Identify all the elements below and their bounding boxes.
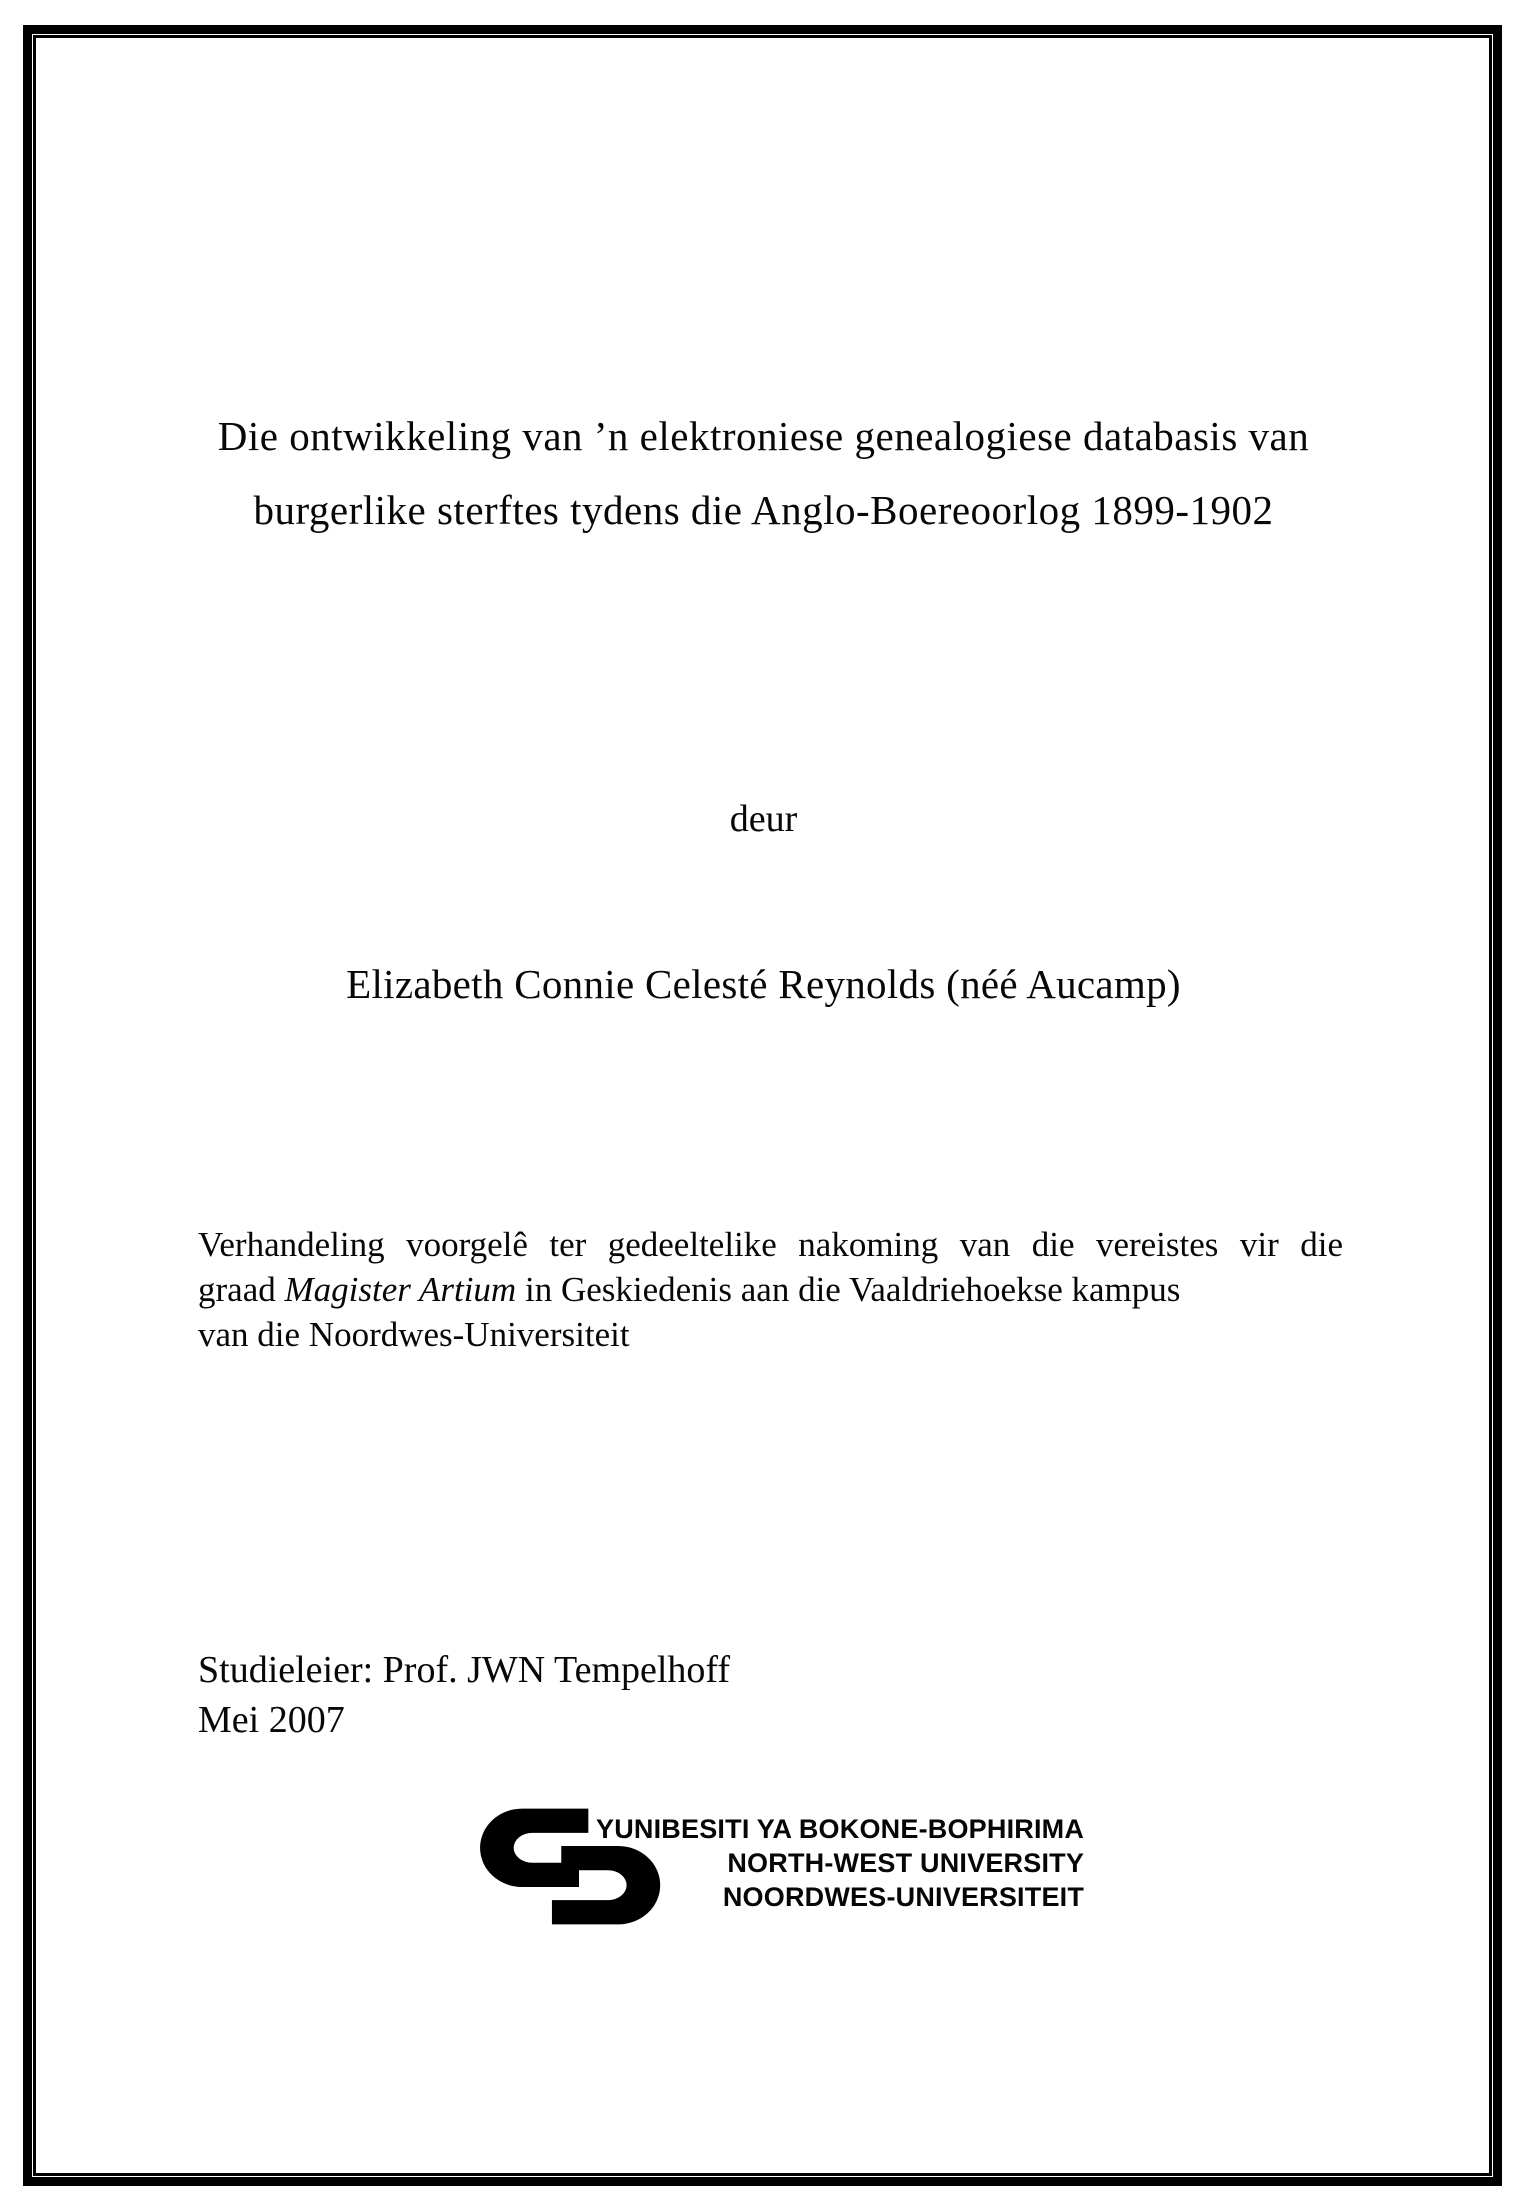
statement-line-3: van die Noordwes-Universiteit (198, 1315, 630, 1354)
supervisor-line: Studieleier: Prof. JWN Tempelhoff (198, 1649, 731, 1691)
logo-text-line-3: NOORDWES-UNIVERSITEIT (722, 1882, 1085, 1912)
university-logo-wordmark (596, 1812, 1084, 1914)
logo-text-line-1: YUNIBESITI YA BOKONE-BOPHIRIMA (596, 1814, 1085, 1844)
statement-line-2-pre: graad (198, 1270, 285, 1309)
statement-line-1: Verhandeling voorgelê ter gedeeltelike nakoming van die vereistes vir die (198, 1225, 1343, 1264)
thesis-title-line-1: Die ontwikkeling van ’n elektroniese genealogiese databasis van (217, 413, 1310, 459)
statement-line-2-post: in Geskiedenis aan die Vaaldriehoekse kampus (516, 1270, 1181, 1309)
thesis-title-line-2: burgerlike sterftes tydens die Anglo-Boereoorlog 1899-1902 (253, 487, 1274, 533)
statement-latin-degree-term: Magister Artium (284, 1270, 517, 1309)
date-line: Mei 2007 (198, 1699, 345, 1741)
degree-statement (198, 1222, 1343, 1357)
logo-text-line-2: NORTH-WEST UNIVERSITY (727, 1848, 1085, 1878)
supervisor-block (198, 1645, 730, 1745)
author-name: Elizabeth Connie Celesté Reynolds (néé Aucamp) (346, 961, 1181, 1007)
thesis-title (120, 399, 1407, 547)
byline-deur: deur (729, 798, 798, 840)
statement-line-2 (198, 1267, 1343, 1312)
